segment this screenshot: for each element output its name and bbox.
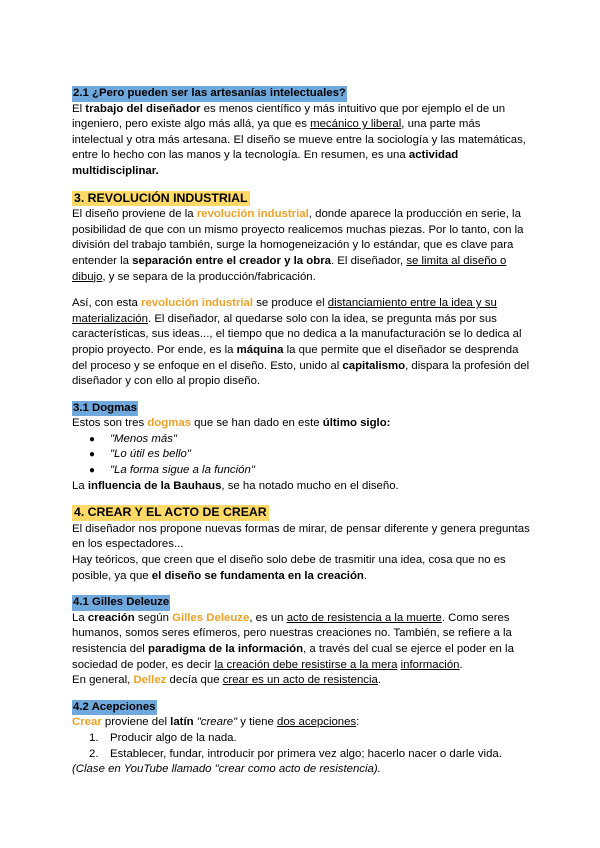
list-item: ● "Lo útil es bello" xyxy=(72,447,532,463)
acepciones-list xyxy=(72,731,532,762)
section-heading: 4.2 Acepciones xyxy=(72,700,157,716)
section-heading: 2.1 ¿Pero pueden ser las artesanías intelectuales? xyxy=(72,86,347,102)
document-page xyxy=(72,86,532,778)
section-3-1 xyxy=(72,401,532,495)
paragraph: La creación según Gilles Deleuze, es un acto de resistencia a la muerte. Como seres humanos, somos seres efímeros, pero nuestras creaciones no. También, se refiere a la resistencia del paradigma de la información, a través del cual se ejerce el poder en la sociedad de poder, es decir la creación debe resistirse a la mera información. xyxy=(72,611,514,671)
list-item: ● "La forma sigue a la función" xyxy=(72,463,532,479)
bullet-icon: ● xyxy=(89,449,96,461)
list-item: 2. Establecer, fundar, introducir por primera vez algo; hacerlo nacer o darle vida. xyxy=(89,747,502,760)
paragraph: Estos son tres dogmas que se han dado en este último siglo: xyxy=(72,417,391,430)
bullet-icon: ● xyxy=(89,433,96,445)
list-item: ● "Menos más" xyxy=(72,432,532,448)
dogma-list xyxy=(72,432,532,479)
chapter-heading: 3. REVOLUCIÓN INDUSTRIAL xyxy=(74,190,248,205)
chapter-heading: 4. CREAR Y EL ACTO DE CREAR xyxy=(74,505,267,520)
paragraph: Crear proviene del latín "creare" y tiene dos acepciones: xyxy=(72,716,360,729)
note: (Clase en YouTube llamado "crear como acto de resistencia). xyxy=(72,763,381,776)
section-2-1 xyxy=(72,86,532,180)
bullet-icon: ● xyxy=(89,465,96,477)
paragraph: En general, Dellez decía que crear es un acto de resistencia. xyxy=(72,674,382,687)
paragraph: El diseñador nos propone nuevas formas de mirar, de pensar diferente y genera preguntas en los espectadores... xyxy=(72,522,530,551)
paragraph: Así, con esta revolución industrial se produce el distanciamiento entre la idea y su materialización. El diseñador, al quedarse solo con la idea, se pregunta más por sus características, sus ideas..., el tiempo que no dedica a la manufacturación se lo dedica al propio proyecto. Por ende, es la máquina la que permite que el diseñador se desprenda del proceso y se enfoque en el diseño. Esto, unido al capitalismo, dispara la profesión del diseñador y con ello al propio diseño. xyxy=(72,297,530,388)
section-4-1 xyxy=(72,595,532,689)
paragraph: El trabajo del diseñador es menos científico y más intuitivo que por ejemplo el de un ingeniero, pero existe algo más allá, ya que es mecánico y liberal, una parte más intelectual y otra más artesana. El diseño se mueve entre la sociología y las matemáticas, entre lo hecho con las manos y la tecnología. En resumen, es una actividad multidisciplinar. xyxy=(72,102,526,177)
section-heading: 4.1 Gilles Deleuze xyxy=(72,595,170,611)
section-3 xyxy=(72,191,532,390)
list-item: 1. Producir algo de la nada. xyxy=(89,731,237,744)
paragraph: El diseño proviene de la revolución industrial, donde aparece la producción en serie, la posibilidad de que con un mismo proyecto realicemos muchas piezas. Por lo tanto, con la división del trabajo también, surge la homogeneización y lo estándar, que es clave para entender la separación entre el creador y la obra. El diseñador, se limita al diseño o dibujo, y se separa de la producción/fabricación. xyxy=(72,208,524,283)
section-4 xyxy=(72,505,532,584)
section-heading: 3.1 Dogmas xyxy=(72,401,138,417)
paragraph: La influencia de la Bauhaus, se ha notado mucho en el diseño. xyxy=(72,479,399,492)
section-4-2 xyxy=(72,700,532,778)
paragraph: Hay teóricos, que creen que el diseño solo debe de trasmitir una idea, cosa que no es posible, ya que el diseño se fundamenta en la creación. xyxy=(72,554,506,582)
